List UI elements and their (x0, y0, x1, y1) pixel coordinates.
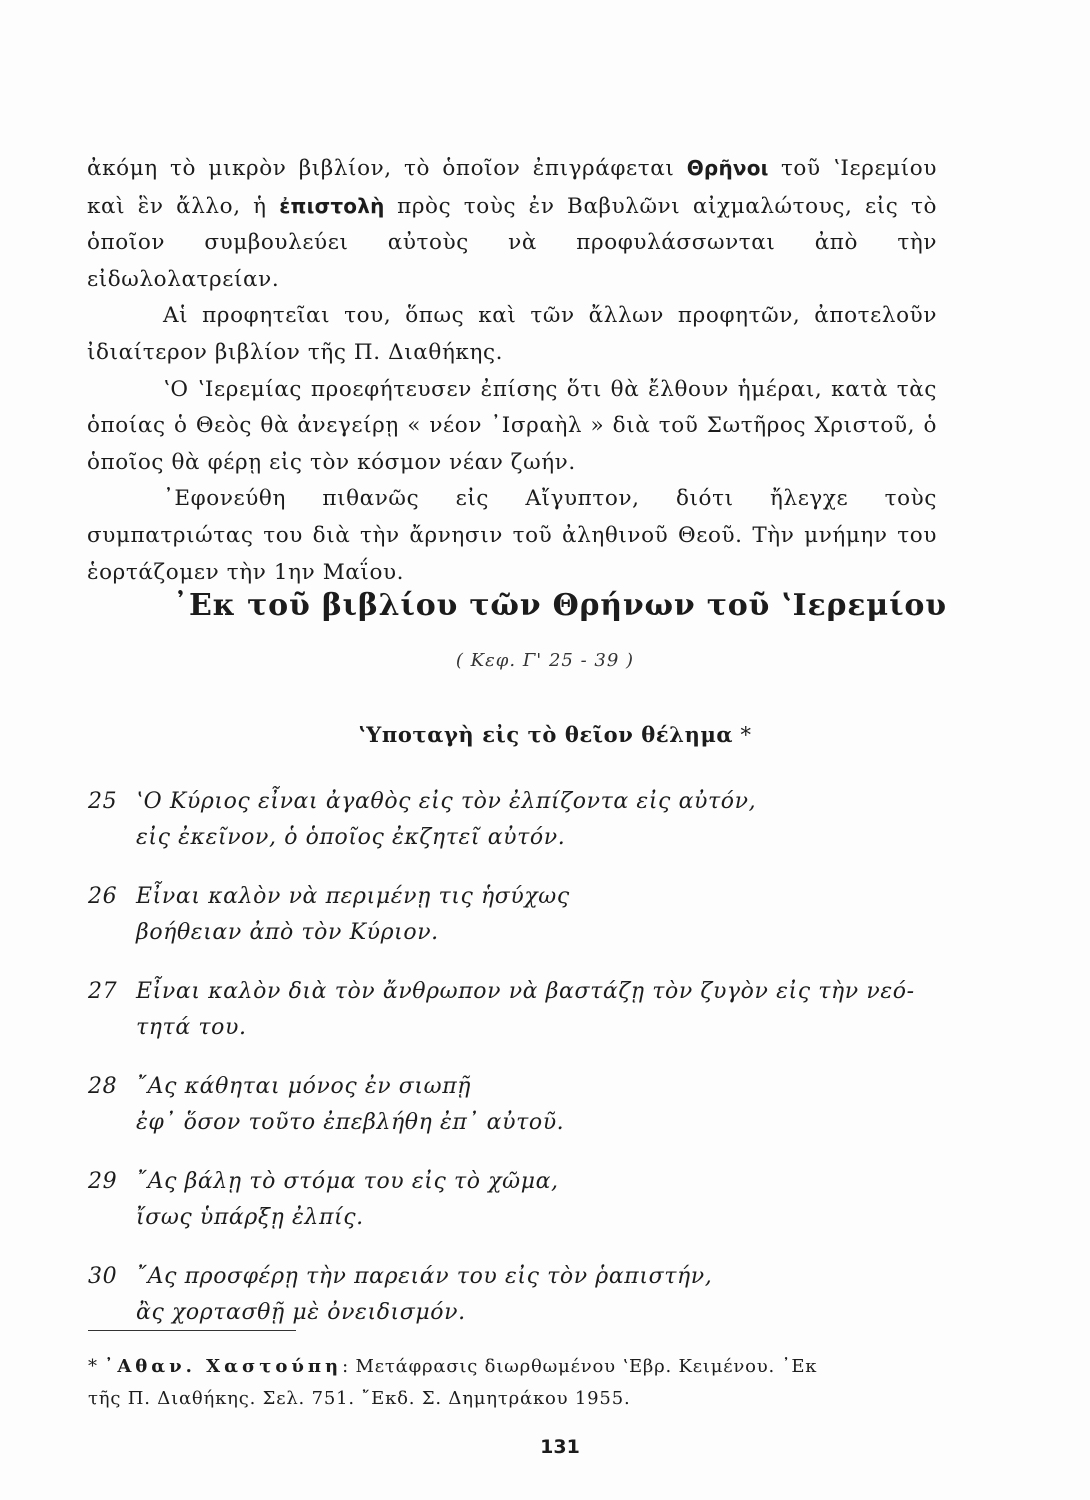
footnote-asterisk: * (88, 1356, 105, 1377)
verse-list (88, 784, 948, 1354)
verse-number: 28 (88, 1074, 118, 1099)
footnote-line-2: τῆς Π. Διαθήκης. Σελ. 751. ῎Εκδ. Σ. Δημητράκου 1955. (88, 1388, 631, 1409)
footnote-marker: * (733, 723, 752, 747)
footnote (88, 1351, 938, 1415)
verse-29 (88, 1164, 948, 1236)
verse-line: ἐφ᾿ ὅσον τοῦτο ἐπεβλήθη ἐπ᾿ αὐτοῦ. (136, 1110, 565, 1135)
intro-text (87, 150, 937, 591)
intro-paragraph-1 (87, 150, 937, 298)
intro-paragraph-2: Αἱ προφητεῖαι του, ὅπως καὶ τῶν ἄλλων προφητῶν, ἀποτελοῦν ἰδιαίτερον βιβλίον τῆς Π. Διαθήκης. (87, 303, 937, 365)
footnote-divider (88, 1330, 296, 1331)
intro-paragraph-4: ᾿Εφονεύθη πιθανῶς εἰς Αἴγυπτον, διότι ἤλεγχε τοὺς συμπατριώτας του διὰ τὴν ἄρνησιν τοῦ ἀληθινοῦ Θεοῦ. Τὴν μνήμην του ἑορτάζομεν τὴν 1ην Μαΐου. (87, 486, 937, 585)
verse-30 (88, 1259, 948, 1331)
section-subtitle (0, 722, 1090, 747)
intro-paragraph-3: ʽΟ ʽΙερεμίας προεφήτευσεν ἐπίσης ὅτι θὰ ἔλθουν ἡμέραι, κατὰ τὰς ὁποίας ὁ Θεὸς θὰ ἀνεγείρῃ « νέον ᾿Ισραὴλ » διὰ τοῦ Σωτῆρος Χριστοῦ, ὁ ὁποῖος θὰ φέρῃ εἰς τὸν κόσμον νέαν ζωήν. (87, 376, 937, 475)
footnote-author: ᾿Αθαν. Χαστούπη (104, 1356, 343, 1377)
verse-line: ʽΟ Κύριος εἶναι ἀγαθὸς εἰς τὸν ἐλπίζοντα εἰς αὐτόν, (136, 789, 757, 814)
section-title: ᾿Εκ τοῦ βιβλίου τῶν Θρήνων τοῦ ʽΙερεμίου (173, 588, 947, 623)
intro-p1-text-d: πρὸς τοὺς ἐν Βαβυλῶνι αἰχμαλώτους, εἰς τὸ ὁποῖον συμβουλεύει αὐτοὺς νὰ προφυλάσσωνται ἀπὸ τὴν εἰδωλολατρείαν. (87, 193, 938, 292)
verse-26 (88, 879, 948, 951)
subtitle-text: ʽΥποταγὴ εἰς τὸ θεῖον θέλημα (358, 722, 734, 747)
verse-line: ἂς χορτασθῇ μὲ ὀνειδισμόν. (136, 1300, 466, 1325)
footnote-line-1 (88, 1351, 938, 1383)
verse-line: Εἶναι καλὸν διὰ τὸν ἄνθρωπον νὰ βαστάζῃ τὸν ζυγὸν εἰς τὴν νεό- (136, 979, 915, 1004)
intro-p1-text-c: τοῦ ʽΙερεμίου καὶ ἓν ἄλλο, ἡ (87, 156, 937, 219)
intro-p1-text-a: ἀκόμη τὸ μικρὸν βιβλίον, τὸ ὁποῖον ἐπιγράφεται (87, 156, 687, 181)
verse-25 (88, 784, 948, 856)
verse-line: ῎Ας προσφέρῃ τὴν παρειάν του εἰς τὸν ῥαπιστήν, (136, 1264, 713, 1289)
verse-number: 30 (88, 1264, 118, 1289)
verse-number: 26 (88, 884, 118, 909)
intro-p1-bold-threnoi: Θρῆνοι (686, 156, 769, 180)
verse-line: τητά του. (136, 1015, 247, 1040)
verse-line: ῎Ας βάλῃ τὸ στόμα του εἰς τὸ χῶμα, (136, 1169, 559, 1194)
verse-number: 27 (88, 979, 118, 1004)
verse-line: Εἶναι καλὸν νὰ περιμένῃ τις ἡσύχως (136, 884, 570, 909)
verse-28 (88, 1069, 948, 1141)
verse-line: ῎Ας κάθηται μόνος ἐν σιωπῇ (136, 1074, 472, 1099)
verse-line: εἰς ἐκεῖνον, ὁ ὁποῖος ἐκζητεῖ αὐτόν. (136, 825, 566, 850)
verse-line: βοήθειαν ἀπὸ τὸν Κύριον. (136, 920, 439, 945)
intro-p1-bold-epistoli: ἐπιστολὴ (279, 193, 385, 218)
footnote-text-1: : Μετάφρασις διωρθωμένου ʽΕβρ. Κειμένου. ᾿Εκ (342, 1356, 818, 1377)
verse-number: 25 (88, 789, 118, 814)
verse-number: 29 (88, 1169, 118, 1194)
verse-line: ἴσως ὑπάρξῃ ἐλπίς. (136, 1205, 364, 1230)
verse-27 (88, 974, 948, 1046)
chapter-reference: ( Κεφ. Γ' 25 - 39 ) (455, 650, 635, 671)
page-number: 131 (540, 1436, 580, 1458)
